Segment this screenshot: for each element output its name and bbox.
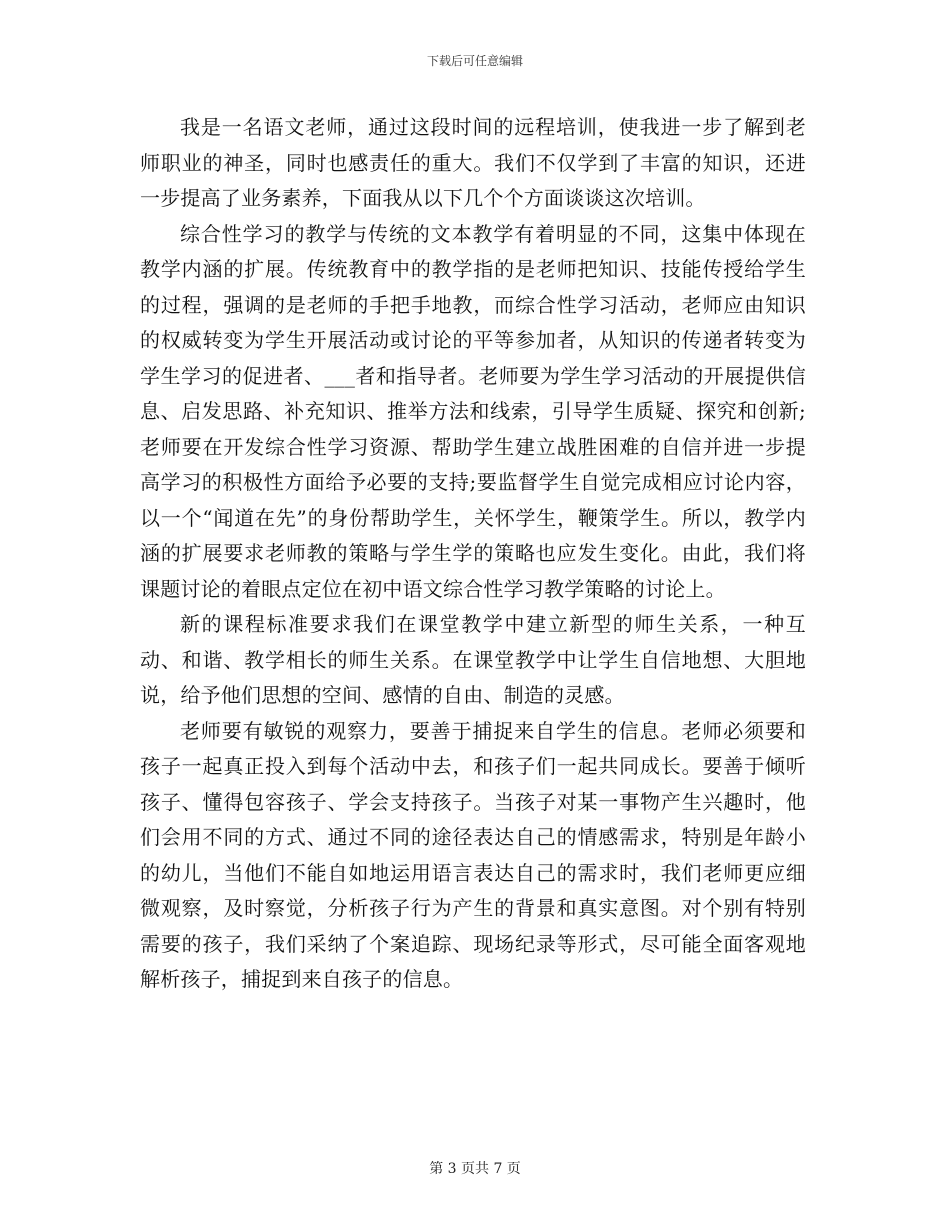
paragraph-3: 新的课程标准要求我们在课堂教学中建立新型的师生关系，一种互动、和谐、教学相长的师生关系。在课堂教学中让学生自信地想、大胆地说，给予他们思想的空间、感情的自由、制造的灵感。 <box>140 612 806 707</box>
document-body <box>140 110 806 998</box>
paragraph-4: 老师要有敏锐的观察力，要善于捕捉来自学生的信息。老师必须要和孩子一起真正投入到每个活动中去，和孩子们一起共同成长。要善于倾听孩子、懂得包容孩子、学会支持孩子。当孩子对某一事物产生兴趣时，他们会用不同的方式、通过不同的途径表达自己的情感需求，特别是年龄小的幼儿，当他们不能自如地运用语言表达自己的需求时，我们老师更应细微观察，及时察觉，分析孩子行为产生的背景和真实意图。对个别有特别需要的孩子，我们采纳了个案追踪、现场纪录等形式，尽可能全面客观地解析孩子，捕捉到来自孩子的信息。 <box>140 718 806 991</box>
paragraph-1: 我是一名语文老师，通过这段时间的远程培训，使我进一步了解到老师职业的神圣，同时也感责任的重大。我们不仅学到了丰富的知识，还进一步提高了业务素养，下面我从以下几个个方面谈谈这次培训。 <box>140 115 806 210</box>
page-number: 第 3 页共 7 页 <box>429 1161 521 1177</box>
paragraph-2: 综合性学习的教学与传统的文本教学有着明显的不同，这集中体现在教学内涵的扩展。传统教育中的教学指的是老师把知识、技能传授给学生的过程，强调的是老师的手把手地教，而综合性学习活动，老师应由知识的权威转变为学生开展活动或讨论的平等参加者，从知识的传递者转变为学生学习的促进者、___者和指导者。老师要为学生学习活动的开展提供信息、启发思路、补充知识、推举方法和线索，引导学生质疑、探究和创新;老师要在开发综合性学习资源、帮助学生建立战胜困难的自信并进一步提高学习的积极性方面给予必要的支持;要监督学生自觉完成相应讨论内容，以一个“闻道在先”的身份帮助学生，关怀学生，鞭策学生。所以，教学内涵的扩展要求老师教的策略与学生学的策略也应发生变化。由此，我们将课题讨论的着眼点定位在初中语文综合性学习教学策略的讨论上。 <box>140 221 806 601</box>
page-header-note: 下载后可任意编辑 <box>426 54 523 68</box>
